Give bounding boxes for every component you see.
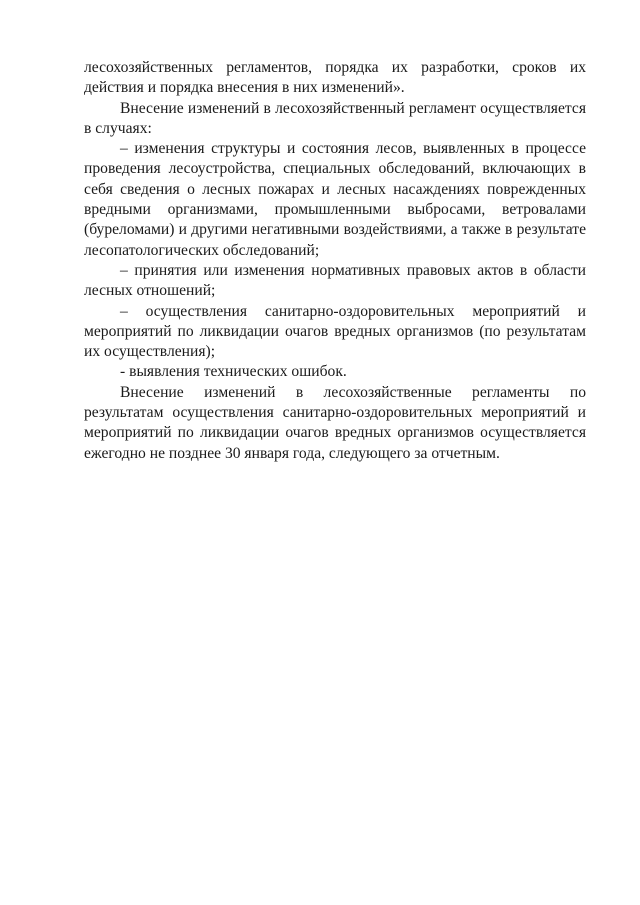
paragraph-intro: Внесение изменений в лесохозяйственный регламент осуществляется в случаях: — [84, 99, 586, 137]
paragraph-annual-deadline: Внесение изменений в лесохозяйственные регламенты по результатам осуществления санитарно-оздоровительных мероприятий и мероприятий по ликвидации очагов вредных организмов осуществляется ежегодно не позднее 30 января года, следующего за отчетным. — [84, 383, 586, 462]
list-item-forest-changes: – изменения структуры и состояния лесов, выявленных в процессе проведения лесоустройства, специальных обследований, включающих в себя сведения о лесных пожарах и лесных насаждениях поврежденных вредными организмами, промышленными выбросами, ветровалами (буреломами) и другими негативными воздействиями, а также в результате лесопатологических обследований; — [84, 140, 586, 259]
paragraph-continuation: лесохозяйственных регламентов, порядка их разработки, сроков их действия и порядка внесения в них изменений». — [84, 59, 586, 97]
document-page — [84, 58, 586, 464]
list-item-legal-acts: – принятия или изменения нормативных правовых актов в области лесных отношений; — [84, 261, 586, 300]
list-item-technical-errors: - выявления технических ошибок. — [120, 363, 347, 381]
list-item-sanitary-measures: – осуществления санитарно-оздоровительных мероприятий и мероприятий по ликвидации очагов вредных организмов (по результатам их осуществления); — [84, 302, 586, 361]
